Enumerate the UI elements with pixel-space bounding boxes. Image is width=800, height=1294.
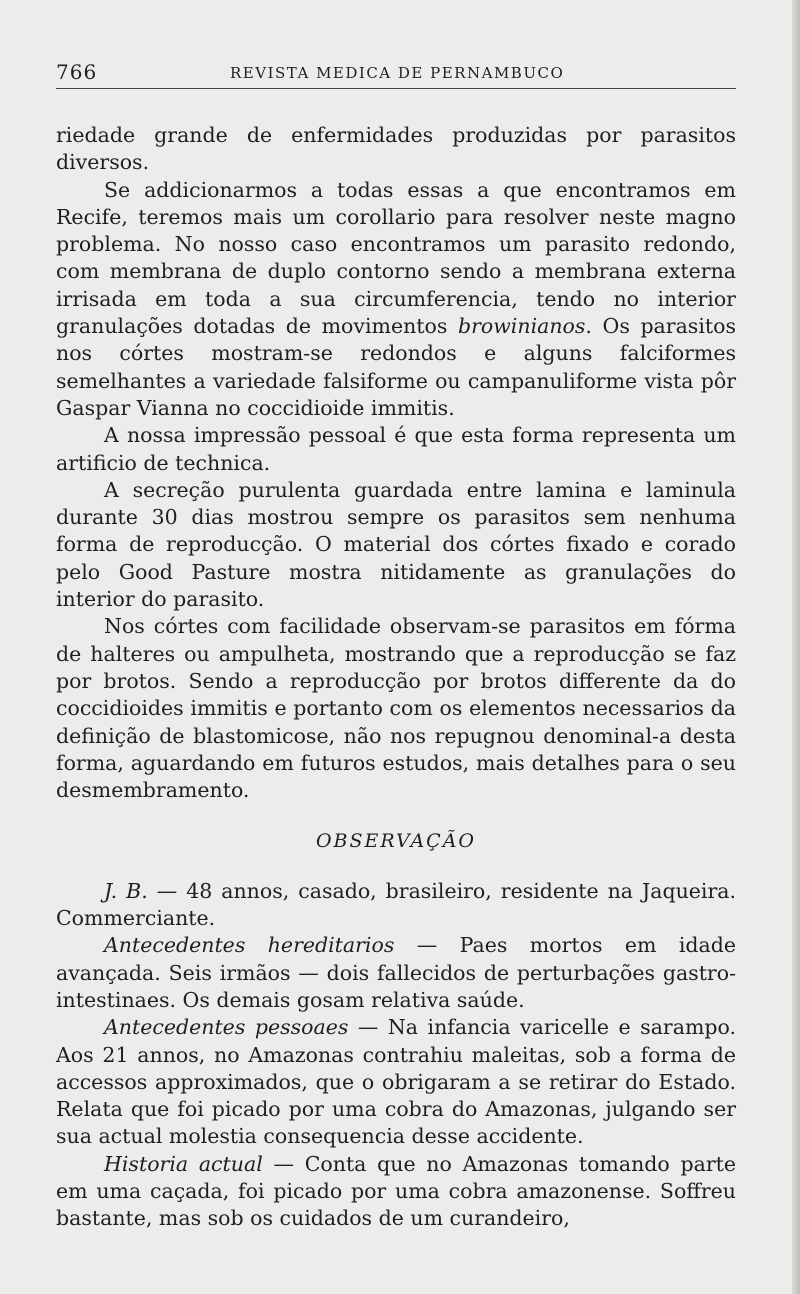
paragraph-1: riedade grande de enfermidades produzidas por parasitos diversos. xyxy=(56,123,736,175)
body-text xyxy=(56,122,736,1233)
paragraph-2: Se addicionarmos a todas essas a que encontramos em Recife, teremos mais um corollario para resolver neste magno problema. No nosso caso encontramos um parasito redondo, com membrana de duplo contorno sendo a membrana externa irrisada em toda a sua circumferencia, tendo no interior granulações dotadas de movimentos browinianos. Os parasitos nos córtes mostram-se redondos e alguns falciformes semelhantes a variedade falsiforme ou campanuliforme vista pôr Gaspar Vianna no coccidioide immitis. xyxy=(56,177,736,420)
paragraph-4: A secreção purulenta guardada entre lamina e laminula durante 30 dias mostrou sempre os parasitos sem nenhuma forma de reproducção. O material dos córtes fixado e corado pelo Good Pasture mostra nitidamente as granulações do interior do parasito. xyxy=(56,477,736,612)
section-heading: OBSERVAÇÃO xyxy=(315,830,477,853)
paragraph-history: Historia actual — Conta que no Amazonas tomando parte em uma caçada, foi picado por uma cobra amazonense. Soffreu bastante, mas sob os cuidados de um curandeiro, xyxy=(56,1151,736,1231)
paragraph-personal: Antecedentes pessoaes — Na infancia varicelle e sarampo. Aos 21 annos, no Amazonas contrahiu maleitas, sob a forma de accessos approximados, que o obrigaram a se retirar do Estado. Relata que foi picado por uma cobra do Amazonas, julgando ser sua actual molestia consequencia desse accidente. xyxy=(56,1015,736,1149)
header-rule xyxy=(56,88,736,89)
paragraph-5: Nos córtes com facilidade observam-se parasitos em fórma de halteres ou ampulheta, mostrando que a reproducção se faz por brotos. Sendo a reproducção por brotos differente da do coccidioides immitis e portanto com os elementos necessarios da definição de blastomicose, não nos repugnou denominal-a desta forma, aguardando em futuros estudos, mais detalhes para o seu desmembramento. xyxy=(56,614,736,803)
page-header xyxy=(56,60,736,88)
running-title: REVISTA MEDICA DE PERNAMBUCO xyxy=(230,64,565,82)
page-number: 766 xyxy=(56,60,98,84)
patient-initials: J. B. xyxy=(104,878,148,903)
page-edge-shadow xyxy=(792,0,800,1294)
label-personal: Antecedentes pessoaes xyxy=(104,1015,349,1040)
label-hereditary: Antecedentes hereditarios xyxy=(104,933,395,958)
paragraph-3: A nossa impressão pessoal é que esta forma representa um artificio de technica. xyxy=(56,423,736,475)
label-history: Historia actual xyxy=(104,1151,263,1176)
paragraph-hereditary: Antecedentes hereditarios — Paes mortos em idade avançada. Seis irmãos — dois fallecidos de perturbações gastro-intestinaes. Os demais gosam relativa saúde. xyxy=(56,933,736,1012)
paragraph-patient: J. B. — 48 annos, casado, brasileiro, residente na Jaqueira. Commerciante. xyxy=(56,878,736,931)
italic-term-browinianos: browinianos xyxy=(458,314,586,339)
